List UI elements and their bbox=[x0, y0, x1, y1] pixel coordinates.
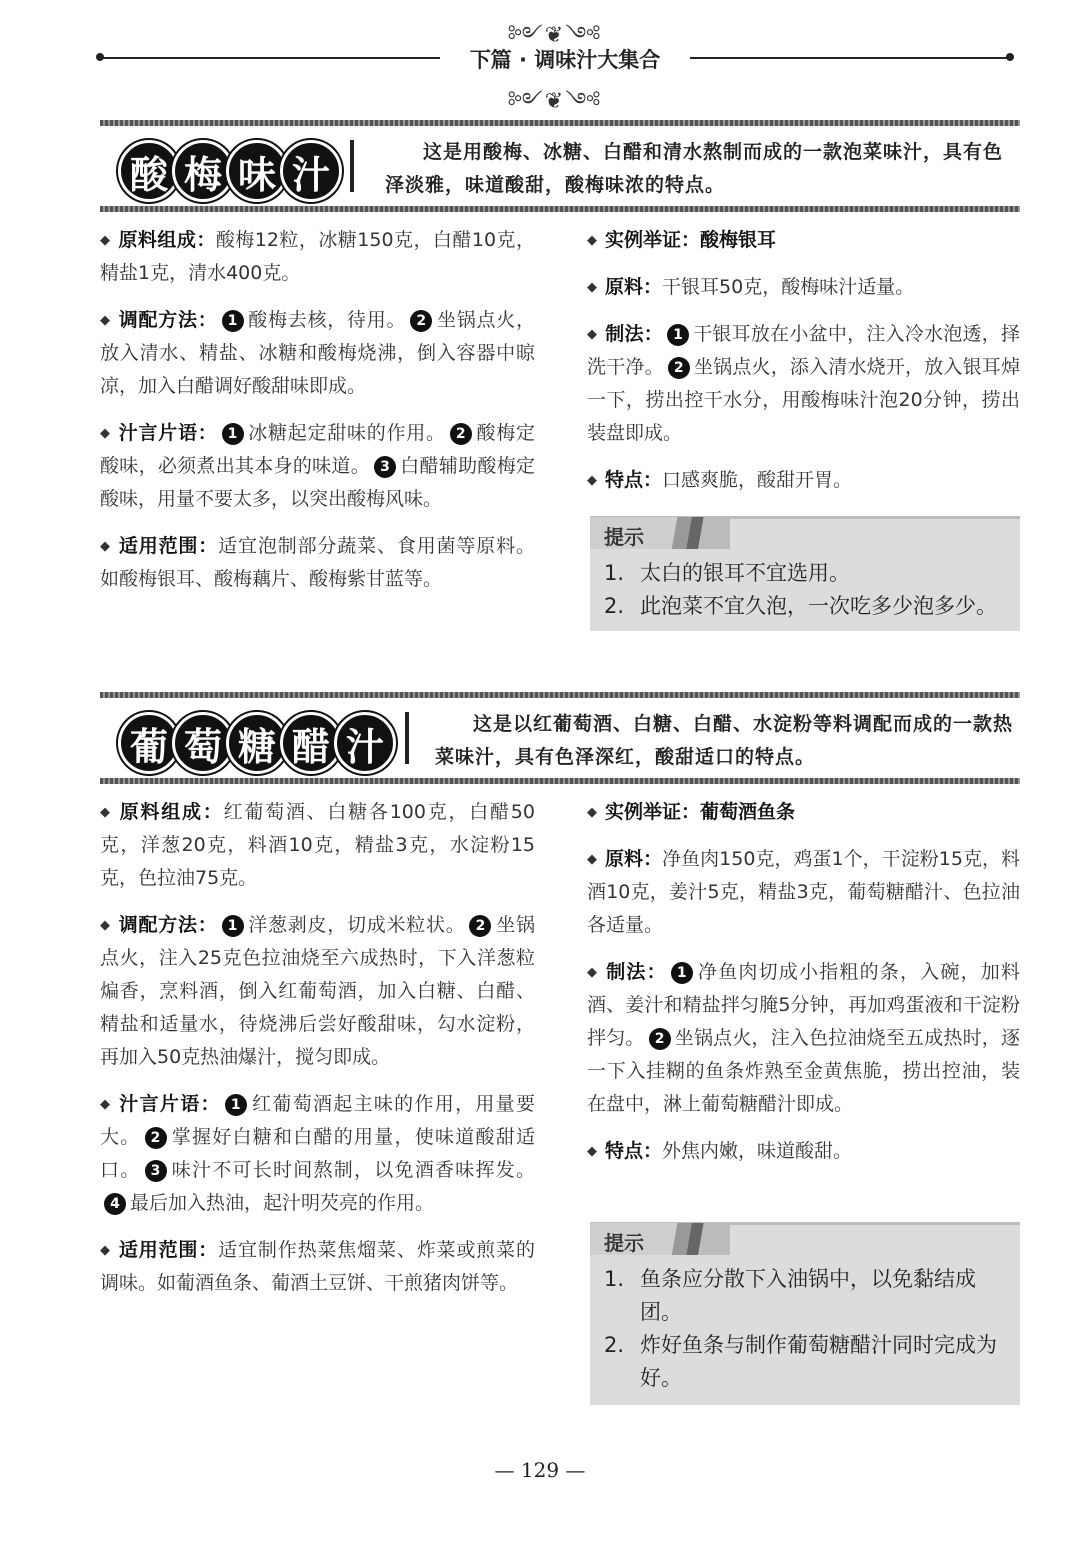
step-number: 1 bbox=[222, 423, 244, 445]
step-number: 2 bbox=[469, 915, 491, 937]
example-paragraph bbox=[587, 796, 1020, 829]
method-paragraph bbox=[100, 909, 535, 1074]
band-rule-top bbox=[100, 692, 1020, 698]
step-number: 3 bbox=[374, 456, 396, 478]
header-title: 下篇 · 调味汁大集合 bbox=[469, 48, 661, 72]
step-number: 3 bbox=[145, 1160, 167, 1182]
band-rule-bottom bbox=[100, 206, 1020, 212]
usage-paragraph bbox=[100, 530, 535, 596]
step-text: 味汁不可长时间熬制，以免酒香味挥发。 bbox=[170, 1159, 535, 1181]
tip-title: 提示 bbox=[604, 525, 644, 549]
step-text: 干银耳放在小盆中，注入冷水泡透，择洗干净。 bbox=[587, 323, 1020, 378]
diamond-bullet-icon: ◆ bbox=[100, 233, 110, 248]
diamond-bullet-icon: ◆ bbox=[587, 805, 597, 820]
tip-number: 2. bbox=[604, 1333, 625, 1357]
step-number: 2 bbox=[450, 423, 472, 445]
para-text: 酸梅12粒，冰糖150克，白醋10克，精盐1克，清水400克。 bbox=[100, 229, 535, 284]
diamond-bullet-icon: ◆ bbox=[587, 965, 597, 980]
step-text: 洋葱剥皮，切成米粒状。 bbox=[247, 914, 466, 936]
section-title bbox=[118, 140, 334, 202]
example-dish: 酸梅银耳 bbox=[700, 229, 777, 251]
section-intro: 这是用酸梅、冰糖、白醋和清水熬制而成的一款泡菜味汁，具有色泽淡雅，味道酸甜，酸梅味浓的特点。 bbox=[385, 141, 1004, 196]
para-label: 适用范围： bbox=[118, 1239, 219, 1261]
para-label: 制法： bbox=[605, 323, 663, 345]
ornament-bottom: ༻❦༺ bbox=[507, 89, 603, 114]
diamond-bullet-icon: ◆ bbox=[587, 233, 597, 248]
step-number: 1 bbox=[671, 962, 693, 984]
para-label: 汁言片语： bbox=[118, 422, 218, 444]
section-title-band bbox=[100, 692, 1020, 784]
para-label: 制法： bbox=[605, 961, 667, 983]
tip-box bbox=[590, 1222, 1020, 1405]
section-intro: 这是以红葡萄酒、白糖、白醋、水淀粉等料调配而成的一款热菜味汁，具有色泽深红，酸甜适口的特点。 bbox=[435, 713, 1014, 768]
step-text: 酸梅去核，待用。 bbox=[247, 309, 407, 331]
title-char: 汁 bbox=[280, 140, 342, 202]
tip-text: 太白的银耳不宜选用。 bbox=[640, 561, 850, 585]
diamond-bullet-icon: ◆ bbox=[100, 1243, 110, 1258]
para-text: 适宜泡制部分蔬菜、食用菌等原料。如酸梅银耳、酸梅藕片、酸梅紫甘蓝等。 bbox=[100, 535, 535, 590]
para-label: 原料： bbox=[605, 276, 663, 298]
header-dot-left bbox=[96, 53, 104, 61]
diamond-bullet-icon: ◆ bbox=[100, 918, 110, 933]
ingredients-paragraph bbox=[100, 224, 535, 290]
band-rule-bottom bbox=[100, 778, 1020, 784]
step-text: 坐锅点火，放入清水、精盐、冰糖和酸梅烧沸，倒入容器中晾凉，加入白醋调好酸甜味即成。 bbox=[100, 309, 535, 397]
header-rule-right bbox=[690, 57, 1010, 59]
para-label: 汁言片语： bbox=[118, 1093, 221, 1115]
para-label: 实例举证： bbox=[605, 229, 701, 251]
example-ingredients bbox=[587, 271, 1020, 304]
notes-paragraph bbox=[100, 417, 535, 516]
step-number: 2 bbox=[145, 1127, 167, 1149]
diamond-bullet-icon: ◆ bbox=[100, 313, 110, 328]
method-paragraph bbox=[100, 304, 535, 403]
page-number: — 129 — bbox=[494, 1458, 586, 1482]
diamond-bullet-icon: ◆ bbox=[100, 539, 110, 554]
ornament-top: ༻❦༺ bbox=[507, 23, 603, 48]
title-char: 糖 bbox=[226, 712, 288, 774]
step-text: 红葡萄酒起主味的作用，用量要大。 bbox=[100, 1093, 535, 1148]
tip-number: 1. bbox=[604, 1267, 625, 1291]
tip-box bbox=[590, 516, 1020, 631]
notes-paragraph bbox=[100, 1088, 535, 1220]
example-features bbox=[587, 1135, 1020, 1168]
step-text: 净鱼肉切成小指粗的条，入碗，加料酒、姜汁和精盐拌匀腌5分钟，再加鸡蛋液和干淀粉拌匀。 bbox=[587, 961, 1020, 1049]
diamond-bullet-icon: ◆ bbox=[587, 280, 597, 295]
right-column bbox=[587, 224, 1020, 511]
para-label: 原料组成： bbox=[118, 229, 216, 251]
step-number: 1 bbox=[222, 310, 244, 332]
example-features bbox=[587, 464, 1020, 497]
step-text: 坐锅点火，添入清水烧开，放入银耳焯一下，捞出控干水分，用酸梅味汁泡20分钟，捞出装盘即成。 bbox=[587, 356, 1020, 444]
para-text: 干银耳50克，酸梅味汁适量。 bbox=[662, 276, 915, 298]
header-dot-right bbox=[1006, 53, 1014, 61]
para-label: 特点： bbox=[605, 469, 663, 491]
title-char: 汁 bbox=[334, 712, 396, 774]
step-number: 2 bbox=[649, 1028, 671, 1050]
example-method bbox=[587, 318, 1020, 450]
step-number: 2 bbox=[410, 310, 432, 332]
tip-list bbox=[604, 1263, 1010, 1395]
tip-number: 2. bbox=[604, 594, 625, 618]
example-dish: 葡萄酒鱼条 bbox=[700, 801, 796, 823]
tip-item bbox=[604, 1263, 1010, 1329]
para-text: 净鱼肉150克，鸡蛋1个，干淀粉15克，料酒10克，姜汁5克，精盐3克，葡萄糖醋汁、色拉油各适量。 bbox=[587, 848, 1020, 936]
step-number: 1 bbox=[222, 915, 244, 937]
step-number: 1 bbox=[225, 1094, 247, 1116]
band-rule-top bbox=[100, 120, 1020, 126]
diamond-bullet-icon: ◆ bbox=[100, 805, 110, 820]
recipe-section-2 bbox=[100, 692, 1020, 1412]
para-label: 调配方法： bbox=[118, 309, 218, 331]
diamond-bullet-icon: ◆ bbox=[100, 1097, 110, 1112]
para-label: 原料： bbox=[605, 848, 663, 870]
tip-number: 1. bbox=[604, 561, 625, 585]
step-text: 掌握好白糖和白醋的用量，使味道酸甜适口。 bbox=[100, 1126, 535, 1181]
step-text: 酸梅定酸味，必须煮出其本身的味道。 bbox=[100, 422, 535, 477]
tip-item bbox=[604, 1329, 1010, 1395]
step-text: 坐锅点火，注入色拉油烧至五成热时，逐一下入挂糊的鱼条炸熟至金黄焦脆，捞出控油，装在盘中，淋上葡萄糖醋汁即成。 bbox=[587, 1027, 1020, 1115]
diamond-bullet-icon: ◆ bbox=[587, 852, 597, 867]
title-char: 梅 bbox=[172, 140, 234, 202]
example-method bbox=[587, 956, 1020, 1121]
title-divider bbox=[405, 712, 409, 764]
running-header bbox=[100, 10, 1010, 114]
ingredients-paragraph bbox=[100, 796, 535, 895]
diamond-bullet-icon: ◆ bbox=[587, 473, 597, 488]
left-column bbox=[100, 796, 535, 1314]
step-text: 白醋辅助酸梅定酸味，用量不要太多，以突出酸梅风味。 bbox=[100, 455, 535, 510]
para-label: 特点： bbox=[605, 1140, 663, 1162]
usage-paragraph bbox=[100, 1234, 535, 1300]
section-title-band bbox=[100, 120, 1020, 212]
tip-list bbox=[604, 557, 1010, 623]
para-label: 实例举证： bbox=[605, 801, 701, 823]
tip-title: 提示 bbox=[604, 1231, 644, 1255]
para-label: 原料组成： bbox=[118, 801, 224, 823]
section-title bbox=[118, 712, 388, 774]
title-char: 萄 bbox=[172, 712, 234, 774]
step-number: 2 bbox=[668, 357, 690, 379]
tip-text: 此泡菜不宜久泡，一次吃多少泡多少。 bbox=[640, 594, 997, 618]
step-text: 冰糖起定甜味的作用。 bbox=[247, 422, 446, 444]
para-text: 外焦内嫩，味道酸甜。 bbox=[662, 1140, 853, 1162]
tip-text: 炸好鱼条与制作葡萄糖醋汁同时完成为好。 bbox=[640, 1333, 997, 1390]
diamond-bullet-icon: ◆ bbox=[587, 1144, 597, 1159]
para-text: 红葡萄酒、白糖各100克，白醋50克，洋葱20克，料酒10克，精盐3克，水淀粉15克，色拉油75克。 bbox=[100, 801, 535, 889]
title-char: 醋 bbox=[280, 712, 342, 774]
title-char: 酸 bbox=[118, 140, 180, 202]
step-number: 1 bbox=[667, 324, 689, 346]
title-divider bbox=[350, 140, 354, 192]
left-column bbox=[100, 224, 535, 610]
example-paragraph bbox=[587, 224, 1020, 257]
diamond-bullet-icon: ◆ bbox=[100, 426, 110, 441]
para-label: 适用范围： bbox=[118, 535, 219, 557]
example-ingredients bbox=[587, 843, 1020, 942]
para-text: 口感爽脆，酸甜开胃。 bbox=[662, 469, 853, 491]
header-rule-left bbox=[100, 57, 440, 59]
title-char: 味 bbox=[226, 140, 288, 202]
step-text: 坐锅点火，注入25克色拉油烧至六成热时，下入洋葱粒煸香，烹料酒，倒入红葡萄酒，加入白糖、白醋、精盐和适量水，待烧沸后尝好酸甜味，勾水淀粉，再加入50克热油爆汁，搅匀即成。 bbox=[100, 914, 535, 1068]
para-text: 适宜制作热菜焦熘菜、炸菜或煎菜的调味。如葡酒鱼条、葡酒土豆饼、干煎猪肉饼等。 bbox=[100, 1239, 535, 1294]
step-number: 4 bbox=[104, 1193, 126, 1215]
title-char: 葡 bbox=[118, 712, 180, 774]
diamond-bullet-icon: ◆ bbox=[587, 327, 597, 342]
right-column bbox=[587, 796, 1020, 1182]
tip-item bbox=[604, 557, 1010, 590]
tip-text: 鱼条应分散下入油锅中，以免黏结成团。 bbox=[640, 1267, 976, 1324]
recipe-section-1 bbox=[100, 120, 1020, 665]
tip-item bbox=[604, 590, 1010, 623]
para-label: 调配方法： bbox=[118, 914, 218, 936]
step-text: 最后加入热油，起汁明芡亮的作用。 bbox=[130, 1192, 435, 1214]
